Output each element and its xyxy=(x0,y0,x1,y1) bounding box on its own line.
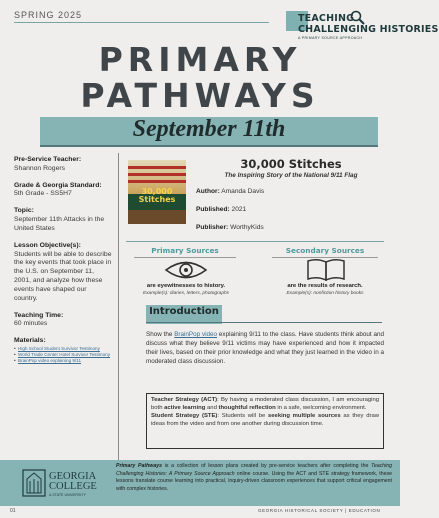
secondary-sources-heading: Secondary Sources xyxy=(285,246,365,255)
strategy-box xyxy=(146,393,384,449)
grade-value: 5th Grade - SS5H7 xyxy=(14,190,72,198)
time-value: 60 minutes xyxy=(14,320,48,328)
organization-label: GEORGIA HISTORICAL SOCIETY | EDUCATION xyxy=(258,508,381,513)
lesson-sidebar xyxy=(14,156,112,371)
grade-label: Grade & Georgia Standard: xyxy=(14,181,102,189)
college-line3: & STATE UNIVERSITY xyxy=(49,493,87,497)
flag-stripe xyxy=(128,180,186,183)
logo-line2: CHALLENGING HISTORIES xyxy=(298,24,439,35)
date-banner-underline xyxy=(40,145,378,147)
footer-description: Primary Pathways is a collection of lesson plans created by pre-service teachers after completing the Teaching Challenging Histories: A Primary Source Approach online course. Using the ACT and STE strategy framework, these lessons translate course learning into practical, inquiry-driven classroom experiences that support critical engagement with complex histories. xyxy=(116,463,392,492)
primary-definition: are eyewitnesses to history. xyxy=(146,283,226,289)
cover-crowd xyxy=(128,210,186,224)
teacher-name: Shannon Rogers xyxy=(14,164,66,172)
logo-tagline: A PRIMARY SOURCE APPROACH xyxy=(298,36,363,40)
section-divider xyxy=(126,241,384,242)
brainpop-video-link[interactable]: BrainPop video xyxy=(174,331,218,338)
teacher-strategy: Teacher Strategy (ACT): By having a moderated class discussion, I am encouraging both active learning and thoughtful reflection in a safe, welcoming environment. xyxy=(151,397,380,411)
georgia-college-logo xyxy=(22,466,114,500)
header-rule xyxy=(14,22,269,23)
objective-block xyxy=(14,242,112,304)
title-primary: PRIMARY xyxy=(98,40,302,79)
book-author: Author: Amanda Davis xyxy=(196,188,265,195)
time-block xyxy=(14,312,112,330)
primary-sources-heading: Primary Sources xyxy=(151,246,219,255)
objective-label: Lesson Objective(s): xyxy=(14,241,81,249)
materials-list xyxy=(14,346,112,363)
flag-stripe xyxy=(128,173,186,176)
book-subtitle: The Inspiring Story of the National 9/11 Flag xyxy=(224,172,358,179)
secondary-definition: are the results of research. xyxy=(287,283,363,289)
book-published: Published: 2021 xyxy=(196,206,247,213)
intro-rule xyxy=(146,322,382,323)
material-link[interactable]: • BrainPop video explaining 9/11 xyxy=(14,358,112,364)
secondary-examples: Example(s): nonfiction history books xyxy=(286,291,364,296)
topic-label: Topic: xyxy=(14,207,34,215)
book-cover xyxy=(128,160,186,224)
intro-heading: Introduction xyxy=(149,306,219,317)
topic-block xyxy=(14,207,112,233)
intro-paragraph: Show the BrainPop video explaining 9/11 to the class. Have students think about and discuss what they believe 9/11 victims may have experienced and how it impacted their lives, based on their prior knowledge and what they just learned in the video in a moderated class discussion. xyxy=(146,331,384,366)
eye-icon xyxy=(164,259,208,281)
title-pathways: PATHWAYS xyxy=(80,76,320,115)
cover-title: 30,000 Stitches xyxy=(138,187,176,204)
book-title: 30,000 Stitches xyxy=(240,157,342,171)
material-link[interactable]: • World Trade Center Hotel Survivor Testimony xyxy=(14,352,112,358)
teacher-block xyxy=(14,156,112,174)
college-line1: GEORGIA xyxy=(49,471,97,482)
primary-rule xyxy=(134,257,236,258)
flag-stripe xyxy=(128,166,186,169)
open-book-icon xyxy=(306,258,346,282)
page-number: 01 xyxy=(10,508,16,514)
logo-line1: TEACHING xyxy=(298,13,355,24)
student-strategy: Student Strategy (STE): Students will be seeking multiple sources as they draw ideas from the video and from one another during discussion time. xyxy=(151,412,379,427)
time-label: Teaching Time: xyxy=(14,311,64,319)
teacher-label: Pre-Service Teacher: xyxy=(14,156,82,163)
magnifier-icon xyxy=(350,10,366,26)
topic-value: September 11th Attacks in the United States xyxy=(14,216,105,232)
objective-value: Students will be able to describe the key events that took place in the U.S. on September 11, 2001, and analyze how these events have shaped our country. xyxy=(14,250,112,302)
grade-block xyxy=(14,182,112,200)
material-link[interactable]: • High School Student Survivor Testimony xyxy=(14,346,112,352)
primary-examples: Example(s): diaries, letters, photographs xyxy=(142,291,230,296)
lesson-date: September 11th xyxy=(132,116,286,142)
materials-block xyxy=(14,337,112,363)
season-label: SPRING 2025 xyxy=(14,10,83,20)
materials-label: Materials: xyxy=(14,337,46,345)
book-publisher: Publisher: WorthyKids xyxy=(196,224,264,231)
column-divider xyxy=(118,153,119,493)
college-line2: COLLEGE xyxy=(49,481,97,492)
